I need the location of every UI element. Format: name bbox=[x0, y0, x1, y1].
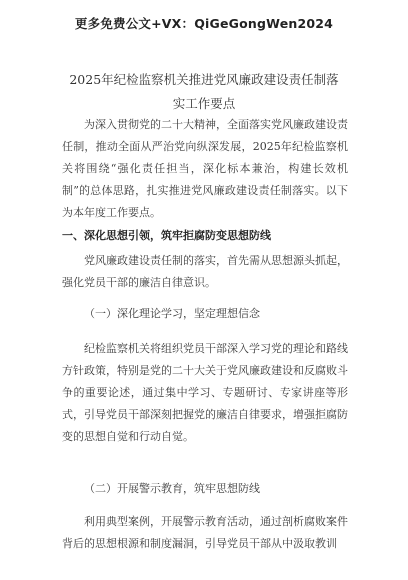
subsection-1-paragraph: 纪检监察机关将组织党员干部深入学习党的理论和路线方针政策，特别是党的二十大关于党风廉政建设和反腐败斗争的重要论述，通过集中学习、专题研讨、专家讲座等形式，引导党员干部深刻把握党的廉洁自律要求，增强拒腐防变的思想自觉和行动自觉。 bbox=[62, 342, 348, 443]
subsection-2-paragraph: 利用典型案例，开展警示教育活动，通过剖析腐败案件背后的思想根源和制度漏洞，引导党员干部从中汲取教训 bbox=[62, 515, 348, 550]
section-1-heading: 一、深化思想引领，筑牢拒腐防变思想防线 bbox=[62, 229, 271, 242]
subsection-2-heading: （二）开展警示教育，筑牢思想防线 bbox=[84, 482, 260, 495]
intro-paragraph: 为深入贯彻党的二十大精神，全面落实党风廉政建设责任制，推动全面从严治党向纵深发展，2025年纪检监察机关将围绕“强化责任担当，深化标本兼治，构建长效机制”的总体思路，扎实推进党风廉政建设责任制落实。以下为本年度工作要点。 bbox=[62, 118, 348, 219]
promo-banner: 更多免费公文+VX：QiGeGongWen2024 bbox=[74, 16, 334, 31]
section-1-paragraph: 党风廉政建设责任制的落实，首先需从思想源头抓起，强化党员干部的廉洁自律意识。 bbox=[62, 254, 348, 289]
subsection-1-heading: （一）深化理论学习，坚定理想信念 bbox=[84, 307, 260, 320]
document-title: 2025年纪检监察机关推进党风廉政建设责任制落实工作要点 bbox=[69, 72, 339, 111]
